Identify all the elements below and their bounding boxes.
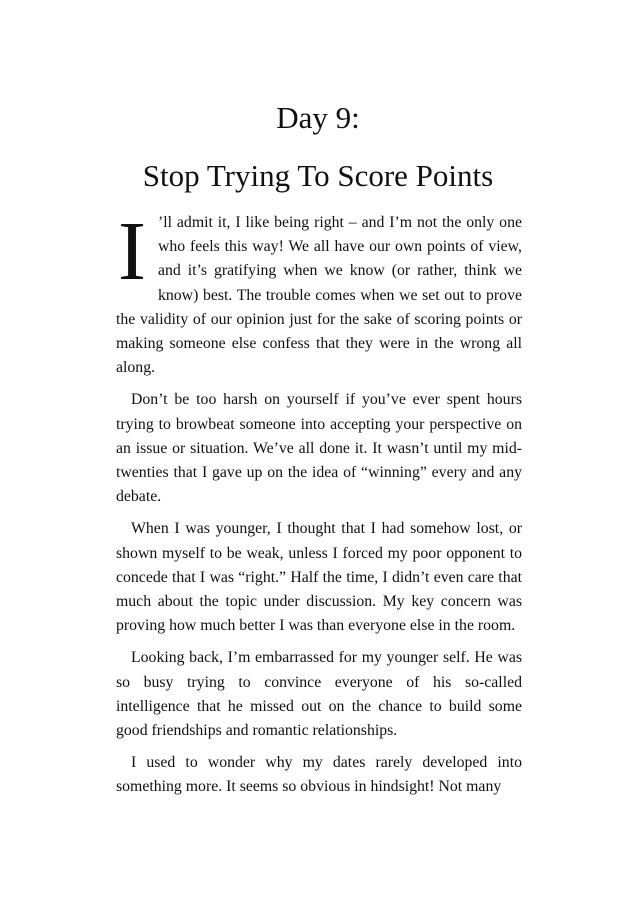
drop-cap: I [118, 205, 146, 298]
paragraph-1 [116, 205, 522, 380]
paragraph-4: Looking back, I’m embarrassed for my younger self. He was so busy trying to convince everyone of his so-called intelligence that he missed out on the chance to build some good friendships and romantic relationships. [116, 649, 522, 740]
chapter-title: Stop Trying To Score Points [142, 158, 494, 193]
paragraph-1-text: ’ll admit it, I like being right – and I’m not the only one who feels this way! We all have our own points of view, and it’s gratifying when we know (or rather, think we know) best. The trouble comes when we set out to prove the validity of our opinion just for the sake of scoring points or making someone else confess that they were in the wrong all along. [116, 214, 522, 377]
chapter-number: Day 9: [276, 100, 360, 135]
paragraph-2: Don’t be too harsh on yourself if you’ve ever spent hours trying to browbeat someone into accepting your perspective on an issue or situation. We’ve all done it. It wasn’t until my mid-twenties that I gave up on the idea of “winning” every and any debate. [116, 391, 522, 506]
body-text [116, 205, 522, 808]
paragraph-5: I used to wonder why my dates rarely developed into something more. It seems so obvious in hindsight! Not many [116, 754, 522, 796]
paragraph-3: When I was younger, I thought that I had somehow lost, or shown myself to be weak, unless I forced my poor opponent to concede that I was “right.” Half the time, I didn’t even care that much about the topic under discussion. My key concern was proving how much better I was than everyone else in the room. [116, 520, 522, 635]
